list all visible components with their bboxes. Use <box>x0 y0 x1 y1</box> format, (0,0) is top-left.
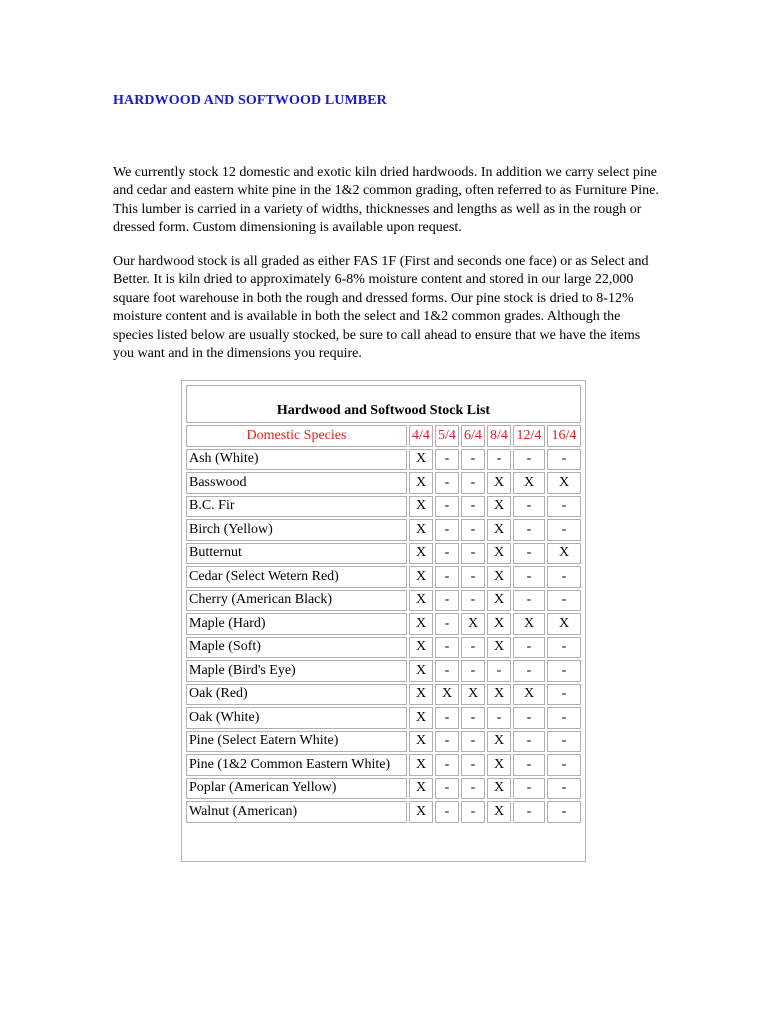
table-row <box>186 613 581 635</box>
species-name-cell: B.C. Fir <box>186 496 407 518</box>
availability-cell: - <box>461 566 485 588</box>
table-row <box>186 754 581 776</box>
table-header-row <box>186 425 581 447</box>
availability-cell: X <box>409 472 433 494</box>
species-name-cell: Oak (Red) <box>186 684 407 706</box>
availability-cell: - <box>513 496 545 518</box>
availability-cell: X <box>487 801 511 823</box>
availability-cell: - <box>435 449 459 471</box>
column-header-16-4: 16/4 <box>547 425 581 447</box>
grading-paragraph: Our hardwood stock is all graded as either FAS 1F (First and seconds one face) or as Select and Better. It is kiln dried to approximately 6-8% moisture content and stored in our large 22,000 square foot warehouse in both the rough and dressed forms. Our pine stock is dried to 8-12% moisture content and is available in both the select and 1&2 common grades. Although the species listed below are usually stocked, be sure to call ahead to ensure that we have the items you want and in the dimensions you require. <box>113 254 649 362</box>
species-name-cell: Poplar (American Yellow) <box>186 778 407 800</box>
species-name-cell: Maple (Hard) <box>186 613 407 635</box>
availability-cell: X <box>547 543 581 565</box>
availability-cell: X <box>487 472 511 494</box>
availability-cell: X <box>487 731 511 753</box>
species-name-cell: Oak (White) <box>186 707 407 729</box>
availability-cell: X <box>487 519 511 541</box>
availability-cell: X <box>409 754 433 776</box>
availability-cell: - <box>461 449 485 471</box>
availability-cell: X <box>409 496 433 518</box>
availability-cell: X <box>487 637 511 659</box>
table-row <box>186 543 581 565</box>
availability-cell: - <box>461 660 485 682</box>
column-header-5-4: 5/4 <box>435 425 459 447</box>
intro-paragraph: We currently stock 12 domestic and exotic kiln dried hardwoods. In addition we carry select pine and cedar and eastern white pine in the 1&2 common grading, often referred to as Furniture Pine. This lumber is carried in a variety of widths, thicknesses and lengths as well as in the rough or dressed form. Custom dimensioning is available upon request. <box>113 165 659 236</box>
availability-cell: - <box>547 731 581 753</box>
table-row <box>186 778 581 800</box>
availability-cell: - <box>547 519 581 541</box>
availability-cell: X <box>547 472 581 494</box>
availability-cell: X <box>409 613 433 635</box>
table-row <box>186 449 581 471</box>
species-name-cell: Cherry (American Black) <box>186 590 407 612</box>
availability-cell: - <box>547 660 581 682</box>
availability-cell: X <box>409 590 433 612</box>
page-heading: HARDWOOD AND SOFTWOOD LUMBER <box>113 93 387 108</box>
availability-cell: X <box>513 613 545 635</box>
table-row <box>186 637 581 659</box>
availability-cell: X <box>409 519 433 541</box>
availability-cell: - <box>487 707 511 729</box>
species-name-cell: Pine (Select Eatern White) <box>186 731 407 753</box>
availability-cell: X <box>435 684 459 706</box>
availability-cell: X <box>487 566 511 588</box>
availability-cell: - <box>547 449 581 471</box>
availability-cell: - <box>547 637 581 659</box>
availability-cell: - <box>513 801 545 823</box>
availability-cell: - <box>513 637 545 659</box>
availability-cell: - <box>513 519 545 541</box>
species-name-cell: Cedar (Select Wetern Red) <box>186 566 407 588</box>
availability-cell: - <box>435 543 459 565</box>
availability-cell: - <box>547 778 581 800</box>
availability-cell: - <box>435 637 459 659</box>
species-name-cell: Walnut (American) <box>186 801 407 823</box>
table-row <box>186 660 581 682</box>
availability-cell: - <box>461 496 485 518</box>
availability-cell: X <box>409 543 433 565</box>
table-row <box>186 707 581 729</box>
table-row <box>186 590 581 612</box>
availability-cell: - <box>435 590 459 612</box>
availability-cell: X <box>487 754 511 776</box>
table-row <box>186 731 581 753</box>
availability-cell: - <box>435 707 459 729</box>
availability-cell: - <box>435 613 459 635</box>
availability-cell: X <box>461 684 485 706</box>
availability-cell: - <box>513 590 545 612</box>
availability-cell: - <box>435 754 459 776</box>
availability-cell: - <box>513 731 545 753</box>
availability-cell: - <box>461 801 485 823</box>
availability-cell: - <box>547 754 581 776</box>
availability-cell: - <box>435 472 459 494</box>
availability-cell: - <box>513 778 545 800</box>
species-name-cell: Maple (Bird's Eye) <box>186 660 407 682</box>
stock-table <box>184 383 583 825</box>
availability-cell: - <box>435 566 459 588</box>
table-caption: Hardwood and Softwood Stock List <box>186 385 581 423</box>
availability-cell: - <box>435 778 459 800</box>
availability-cell: X <box>409 778 433 800</box>
availability-cell: - <box>461 778 485 800</box>
availability-cell: X <box>487 778 511 800</box>
table-row <box>186 496 581 518</box>
species-name-cell: Pine (1&2 Common Eastern White) <box>186 754 407 776</box>
availability-cell: - <box>547 707 581 729</box>
availability-cell: - <box>461 543 485 565</box>
availability-cell: X <box>487 590 511 612</box>
species-name-cell: Ash (White) <box>186 449 407 471</box>
availability-cell: - <box>513 660 545 682</box>
availability-cell: X <box>487 613 511 635</box>
availability-cell: - <box>461 731 485 753</box>
availability-cell: X <box>461 613 485 635</box>
availability-cell: - <box>513 566 545 588</box>
availability-cell: - <box>461 590 485 612</box>
availability-cell: X <box>409 684 433 706</box>
availability-cell: X <box>409 660 433 682</box>
availability-cell: X <box>513 472 545 494</box>
availability-cell: - <box>435 519 459 541</box>
availability-cell: X <box>409 566 433 588</box>
table-row <box>186 472 581 494</box>
column-header-8-4: 8/4 <box>487 425 511 447</box>
availability-cell: X <box>487 496 511 518</box>
column-header-4-4: 4/4 <box>409 425 433 447</box>
table-row <box>186 801 581 823</box>
table-row <box>186 519 581 541</box>
availability-cell: X <box>547 613 581 635</box>
availability-cell: X <box>513 684 545 706</box>
availability-cell: - <box>435 801 459 823</box>
availability-cell: X <box>409 637 433 659</box>
column-header-6-4: 6/4 <box>461 425 485 447</box>
availability-cell: - <box>461 637 485 659</box>
table-row <box>186 566 581 588</box>
availability-cell: X <box>487 543 511 565</box>
column-header-species: Domestic Species <box>186 425 407 447</box>
table-row <box>186 684 581 706</box>
availability-cell: - <box>547 566 581 588</box>
availability-cell: - <box>461 707 485 729</box>
stock-list-table <box>181 380 586 862</box>
availability-cell: - <box>513 754 545 776</box>
availability-cell: - <box>547 496 581 518</box>
availability-cell: - <box>461 472 485 494</box>
availability-cell: - <box>513 707 545 729</box>
availability-cell: - <box>513 449 545 471</box>
availability-cell: - <box>435 731 459 753</box>
column-header-12-4: 12/4 <box>513 425 545 447</box>
availability-cell: - <box>461 754 485 776</box>
availability-cell: - <box>461 519 485 541</box>
species-name-cell: Birch (Yellow) <box>186 519 407 541</box>
availability-cell: - <box>435 496 459 518</box>
availability-cell: - <box>547 684 581 706</box>
species-name-cell: Maple (Soft) <box>186 637 407 659</box>
availability-cell: X <box>409 449 433 471</box>
availability-cell: - <box>487 449 511 471</box>
availability-cell: X <box>409 731 433 753</box>
availability-cell: X <box>487 684 511 706</box>
availability-cell: - <box>435 660 459 682</box>
availability-cell: X <box>409 801 433 823</box>
availability-cell: - <box>547 590 581 612</box>
availability-cell: - <box>513 543 545 565</box>
availability-cell: - <box>547 801 581 823</box>
availability-cell: X <box>409 707 433 729</box>
availability-cell: - <box>487 660 511 682</box>
species-name-cell: Butternut <box>186 543 407 565</box>
species-name-cell: Basswood <box>186 472 407 494</box>
